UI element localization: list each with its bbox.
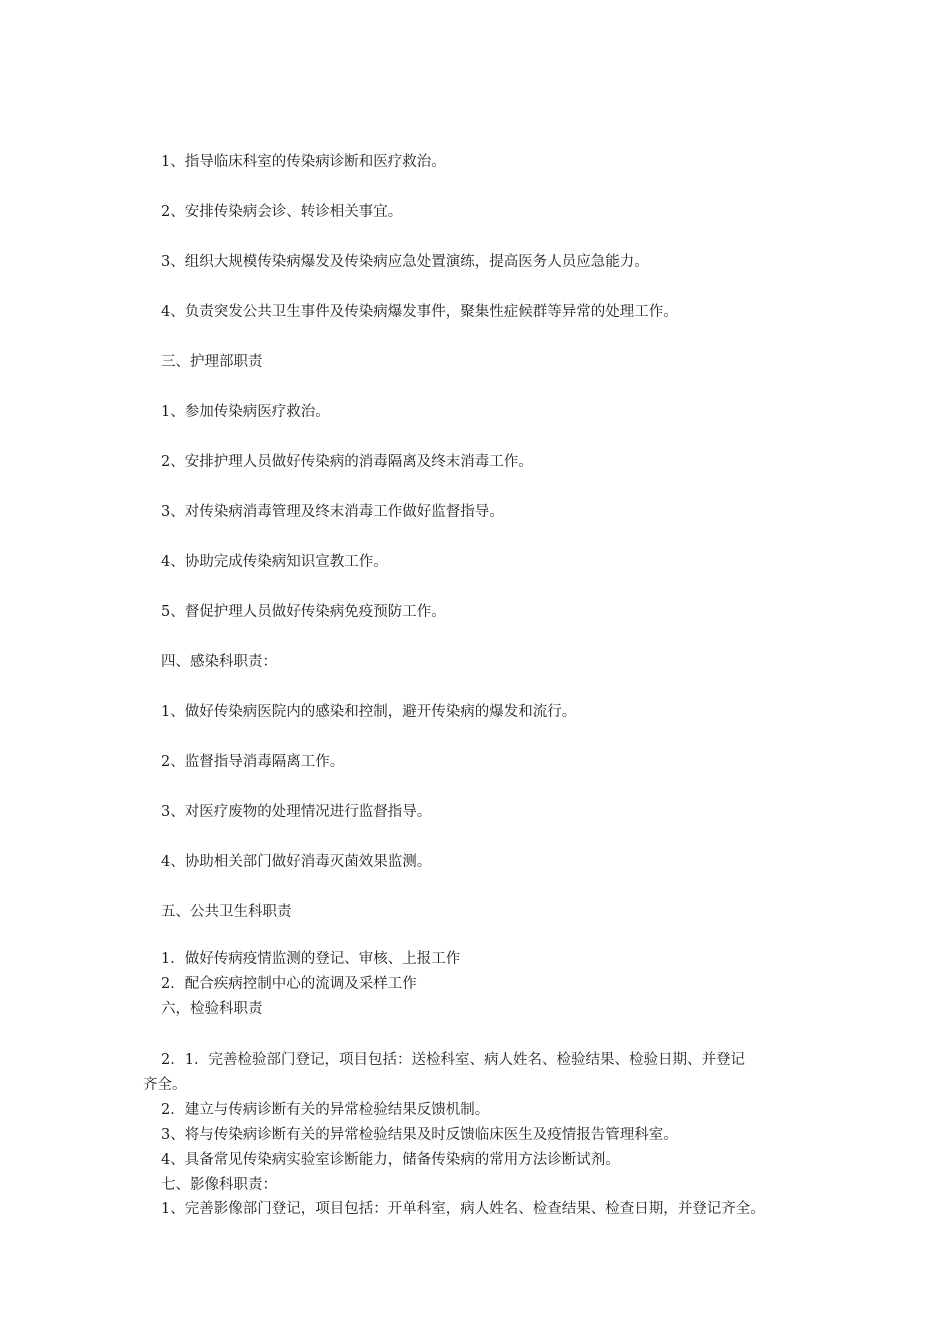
section2-item-4: 4、负责突发公共卫生事件及传染病爆发事件，聚集性症候群等异常的处理工作。 (161, 304, 678, 320)
section4-item-2: 2、监督指导消毒隔离工作。 (161, 754, 345, 770)
section6-item-1-continued: 齐全。 (143, 1077, 187, 1093)
section3-item-2: 2、安排护理人员做好传染病的消毒隔离及终末消毒工作。 (161, 454, 533, 470)
section4-heading: 四、感染科职责： (161, 654, 277, 670)
section5-item-2: 2．配合疾病控制中心的流调及采样工作 (161, 976, 417, 992)
section6-item-4: 4、具备常见传染病实验室诊断能力，储备传染病的常用方法诊断试剂。 (161, 1152, 620, 1168)
section2-item-2: 2、安排传染病会诊、转诊相关事宜。 (161, 204, 403, 220)
section5-item-1: 1．做好传病疫情监测的登记、审核、上报工作 (161, 951, 461, 967)
section6-item-3: 3、将与传染病诊断有关的异常检验结果及时反馈临床医生及疫情报告管理科室。 (161, 1127, 678, 1143)
section5-heading: 五、公共卫生科职责 (161, 904, 292, 920)
section3-item-3: 3、对传染病消毒管理及终末消毒工作做好监督指导。 (161, 504, 504, 520)
section3-heading: 三、护理部职责 (161, 354, 263, 370)
section3-item-5: 5、督促护理人员做好传染病免疫预防工作。 (161, 604, 446, 620)
section6-heading: 六，检验科职责 (161, 1001, 263, 1017)
section7-item-1: 1、完善影像部门登记，项目包括：开单科室，病人姓名、检查结果、检查日期，并登记齐全。 (161, 1201, 765, 1217)
section3-item-4: 4、协助完成传染病知识宣教工作。 (161, 554, 388, 570)
section4-item-4: 4、协助相关部门做好消毒灭菌效果监测。 (161, 854, 432, 870)
section2-item-1: 1、指导临床科室的传染病诊断和医疗救治。 (161, 154, 446, 170)
section2-item-3: 3、组织大规模传染病爆发及传染病应急处置演练，提高医务人员应急能力。 (161, 254, 649, 270)
section6-item-1: 2．1．完善检验部门登记，项目包括：送检科室、病人姓名、检验结果、检验日期、并登记 (161, 1052, 745, 1068)
section6-item-2: 2．建立与传病诊断有关的异常检验结果反馈机制。 (161, 1102, 490, 1118)
section7-heading: 七、影像科职责： (161, 1177, 277, 1193)
section3-item-1: 1、参加传染病医疗救治。 (161, 404, 330, 420)
section4-item-3: 3、对医疗废物的处理情况进行监督指导。 (161, 804, 432, 820)
section4-item-1: 1、做好传染病医院内的感染和控制，避开传染病的爆发和流行。 (161, 704, 577, 720)
